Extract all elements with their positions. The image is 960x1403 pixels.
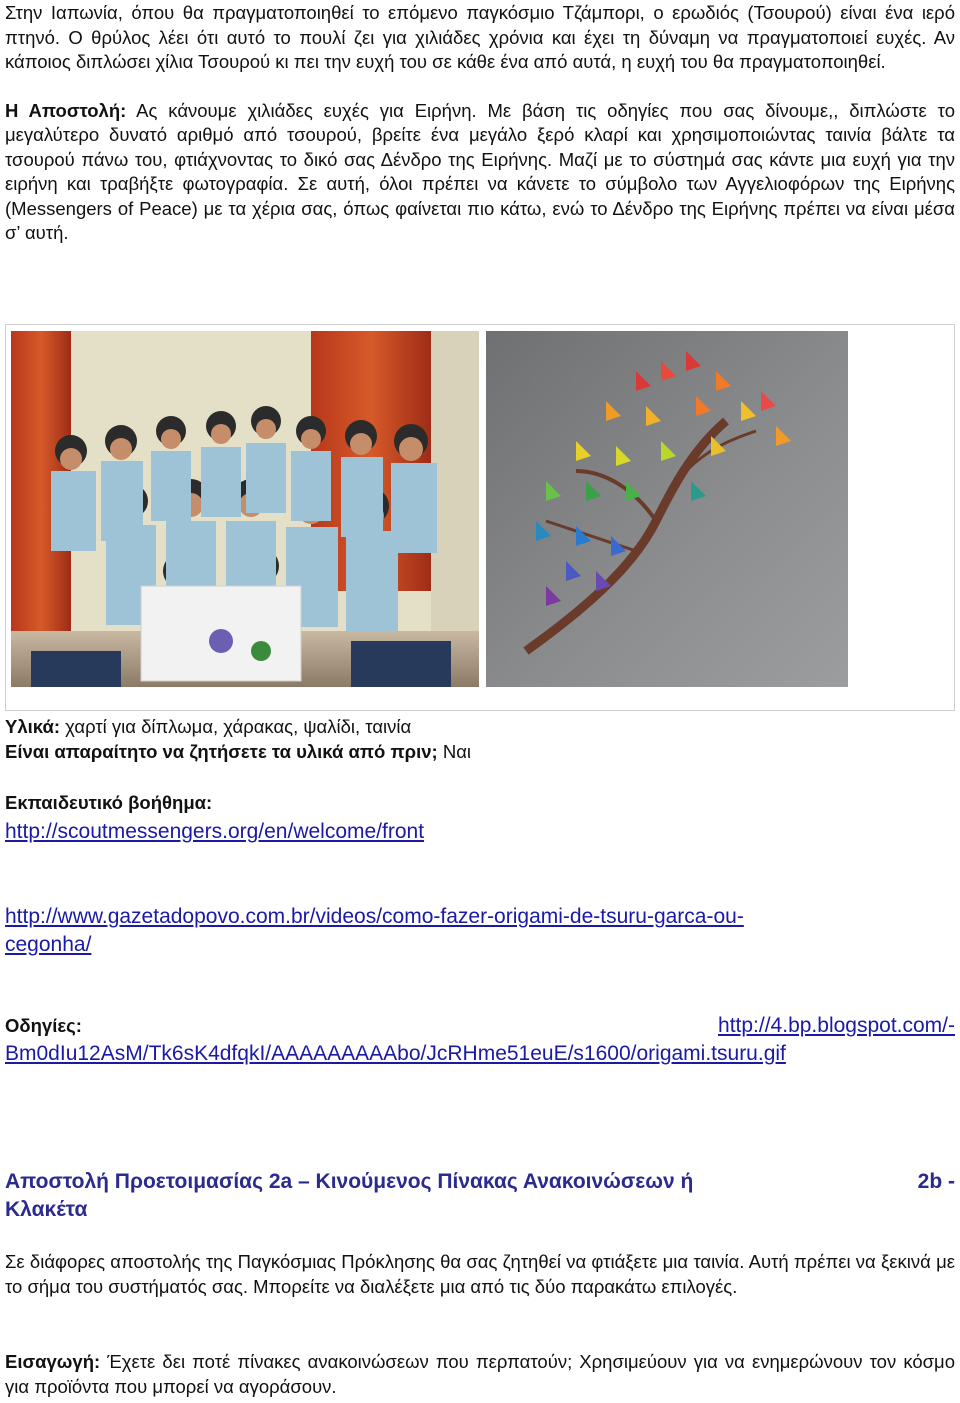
section-title-line2: Κλακέτα <box>5 1198 88 1221</box>
materials-text: χαρτί για δίπλωμα, χάρακας, ψαλίδι, ταινία <box>60 716 412 737</box>
scoutmessengers-link[interactable]: http://scoutmessengers.org/en/welcome/front <box>5 819 425 843</box>
request-label: Είναι απαραίτητο να ζητήσετε τα υλικά από πριν; <box>5 740 438 762</box>
materials-label: Υλικά: <box>5 716 61 737</box>
mission-label: Η Αποστολή: <box>5 99 127 121</box>
request-line <box>5 740 955 765</box>
photo-frame <box>5 324 955 711</box>
document-body <box>5 0 955 246</box>
introduction-paragraph <box>5 1350 955 1399</box>
section-paragraph-block <box>5 1250 955 1299</box>
instructions-section <box>5 1012 955 1068</box>
section-paragraph: Σε διάφορες αποστολής της Παγκόσμιας Πρόκλησης θα σας ζητηθεί να φτιάξετε μια ταινία. Αυτή πρέπει να ξεκινά με το σήμα του συστήματός σας. Μπορείτε να διαλέξετε μια από τις δύο παρακάτω επιλογές. <box>5 1251 955 1297</box>
introduction-text: Έχετε δει ποτέ πίνακες ανακοινώσεων που περπατούν; Χρησιμεύουν για να ενημερώνουν τον κόσμο για προϊόντα που μπορεί να αγοράσουν. <box>5 1351 955 1397</box>
instructions-link-line1[interactable]: http://4.bp.blogspot.com/- <box>718 1014 955 1037</box>
request-text: Ναι <box>437 740 472 762</box>
mission-paragraph <box>5 99 955 246</box>
intro-paragraph: Στην Ιαπωνία, όπου θα πραγματοποιηθεί το επόμενο παγκόσμιο Τζάμπορι, ο ερωδιός (Τσουρού) είναι ένα ιερό πτηνό. Ο θρύλος λέει ότι αυτό το πουλί ζει για χιλιάδες χρόνια και έχει τη δύναμη να πραγματοποιεί ευχές. Αν κάποιος διπλώσει χίλια Τσουρού κι πει την ευχή του σε κάθε ένα από αυτά, η ευχή του θα πραγματοποιηθεί. <box>5 2 955 72</box>
materials-section <box>5 715 955 764</box>
gazetadopovo-link-line1[interactable]: http://www.gazetadopovo.com.br/videos/como-fazer-origami-de-tsuru-garca-ou- <box>5 905 744 928</box>
section-heading <box>5 1168 955 1224</box>
origami-video-link-block <box>5 903 955 959</box>
introduction-label: Εισαγωγή: <box>5 1351 101 1372</box>
gazetadopovo-link-line2[interactable]: cegonha/ <box>5 933 92 956</box>
introduction-block <box>5 1350 955 1399</box>
section-title-option-b: 2b - <box>917 1170 955 1193</box>
origami-peace-tree-photo <box>486 331 848 687</box>
scouts-group-photo <box>11 331 479 687</box>
instructions-link-line2[interactable]: Bm0dIu12AsM/Tk6sK4dfqkI/AAAAAAAAAbo/JcRHme51euE/s1600/origami.tsuru.gif <box>5 1042 786 1065</box>
mission-text: Ας κάνουμε χιλιάδες ευχές για Ειρήνη. Με βάση τις οδηγίες που σας δίνουμε,, διπλώστε το μεγαλύτερο δυνατό αριθμό από τσουρού, βρείτε ένα μεγάλο ξερό κλαρί και χρησιμοποιώντας ταινία βάλτε τα τσουρού πάνω του, φτιάχνοντας το δικό σας Δένδρο της Ειρήνης. Μαζί με το σύστημά σας κάντε μια ευχή για την ειρήνη και τραβήξτε φωτογραφία. Σε αυτή, όλοι πρέπει να κάνετε το σύμβολο των Αγγελιοφόρων της Ειρήνης (Messengers of Peace) με τα χέρια σας, όπως φαίνεται πιο κάτω, ενώ το Δένδρο της Ειρήνης πρέπει να είναι μέσα σ’ αυτή. <box>5 99 955 243</box>
educational-aid-section <box>5 791 955 846</box>
section-title-main: Αποστολή Προετοιμασίας 2a – Κινούμενος Πίνακας Ανακοινώσεων ή <box>5 1170 694 1193</box>
educational-aid-label: Εκπαιδευτικό βοήθημα: <box>5 792 213 813</box>
materials-line <box>5 715 955 740</box>
instructions-label: Οδηγίες: <box>5 1015 82 1036</box>
